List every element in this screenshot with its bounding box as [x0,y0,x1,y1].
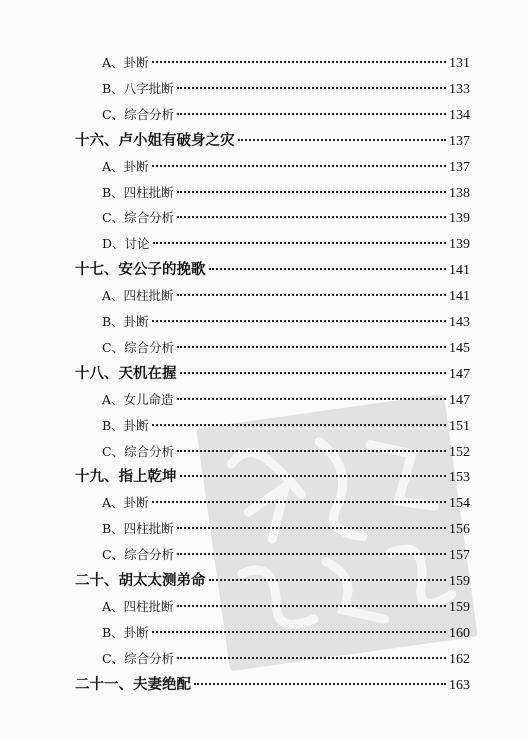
toc-entry-title: A、卦断 [102,55,149,70]
dot-leader [177,346,446,348]
toc-section-row [102,104,470,126]
toc-section-row [102,182,470,204]
toc-section-row [102,389,470,411]
toc-entry-title: 十九、指上乾坤 [75,468,177,486]
toc-chapter-row [75,466,470,488]
dot-leader [152,165,446,167]
toc-entry-title: 十七、安公子的挽歌 [75,261,206,279]
toc-page-number: 162 [449,651,470,667]
toc-section-row [102,622,470,644]
toc-entry-title: B、卦断 [102,314,149,329]
toc-entry-title: C、综合分析 [102,210,175,226]
toc-page-number: 139 [449,237,470,253]
toc-section-row [102,337,470,359]
toc-section-row [102,285,470,307]
toc-page-number: 143 [449,315,470,330]
toc-entry-title: B、四柱批断 [102,184,174,200]
toc-page-number: 154 [449,496,470,512]
toc-page-number: 159 [449,599,470,615]
dot-leader [177,657,446,659]
dot-leader [180,372,447,374]
toc-entry-title: B、四柱批断 [102,521,174,537]
toc-section-row [102,492,470,514]
toc-entry-title: B、卦断 [102,417,149,433]
dot-leader [152,501,446,503]
toc-chapter-row [75,570,470,592]
dot-leader [209,268,447,270]
toc-page-number: 153 [449,470,470,486]
dot-leader [177,527,446,529]
toc-entry-title: 二十一、夫妻绝配 [75,675,191,693]
toc-section-row [102,52,470,74]
dot-leader [177,553,446,555]
dot-leader [238,139,447,141]
toc-page-number: 137 [449,159,470,175]
toc-entry-title: C、综合分析 [102,339,175,355]
toc-chapter-row [75,674,470,696]
dot-leader [152,61,446,63]
dot-leader [177,216,446,218]
toc-page-number: 131 [449,56,470,71]
toc-page-number: 151 [449,418,470,434]
dot-leader [152,631,446,633]
toc-section-row [102,415,470,437]
toc-entry-title: 十六、卢小姐有破身之灾 [75,131,235,149]
toc-entry-title: B、卦断 [102,624,149,640]
toc-page-number: 152 [449,444,470,460]
toc-entry-title: C、综合分析 [102,106,175,122]
toc-entry-title: C、综合分析 [102,547,175,563]
toc-section-row [102,311,470,333]
dot-leader [177,294,446,296]
toc-section-row [102,544,470,566]
toc-entry-title: A、四柱批断 [102,598,174,614]
toc-entry-title: A、女儿命造 [102,391,174,407]
dot-leader [177,450,446,452]
toc-section-row [102,596,470,618]
toc-chapter-row [75,130,470,152]
toc-page-number: 147 [449,366,470,382]
toc-entry-title: A、四柱批断 [102,288,174,304]
toc-entry-title: C、综合分析 [102,443,175,459]
toc-page-number: 160 [449,625,470,641]
toc-section-row [102,518,470,540]
toc-page-number: 145 [449,340,470,356]
toc-chapter-row [75,363,470,385]
toc-page-number: 138 [449,185,470,201]
dot-leader [194,683,446,685]
toc-entry-title: D、讨论 [102,236,150,252]
dot-leader [209,579,447,581]
toc-section-row [102,648,470,670]
toc-page-number: 137 [449,133,470,149]
dot-leader [177,113,446,115]
toc-section-row [102,78,470,100]
dot-leader [177,191,446,193]
toc-entry-title: C、综合分析 [102,650,175,666]
toc-page-number: 156 [449,522,470,538]
toc-section-row [102,233,470,255]
toc-page-number: 133 [449,81,470,97]
toc-page-number: 141 [449,263,470,279]
toc-page-number: 159 [449,574,470,589]
toc-page-number: 134 [449,107,470,123]
toc-page-number: 147 [449,392,470,408]
toc-section-row [102,441,470,463]
dot-leader [152,424,446,426]
toc-page-number: 163 [449,677,470,693]
dot-leader [180,475,447,477]
dot-leader [177,398,446,400]
toc-entry-title: B、八字批断 [102,80,174,96]
toc-page-number: 139 [449,211,470,227]
toc-section-row [102,207,470,229]
toc-entry-title: A、卦断 [102,495,149,511]
toc-chapter-row [75,259,470,281]
toc-section-row [102,156,470,178]
toc-page-number: 157 [449,548,470,564]
dot-leader [177,605,446,607]
toc-entry-title: 十八、天机在握 [75,364,177,382]
toc-page-number: 141 [449,289,470,305]
dot-leader [177,87,446,89]
toc-entry-title: A、卦断 [102,158,149,174]
toc-entry-title: 二十、胡太太测弟命 [75,572,206,589]
dot-leader [152,320,446,322]
dot-leader [153,242,446,244]
